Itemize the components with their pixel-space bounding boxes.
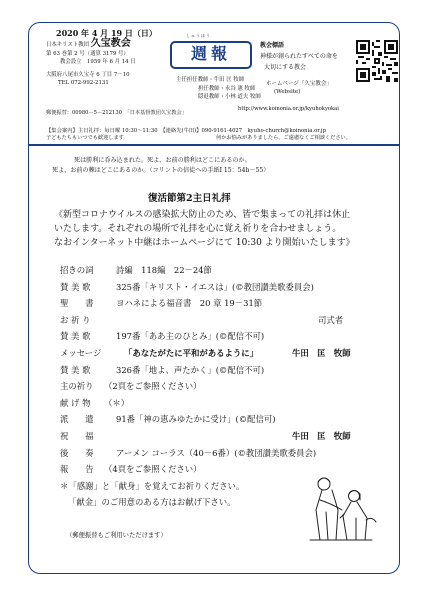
order-label: 後 奏 <box>60 447 94 458</box>
order-label: 聖 書 <box>60 298 94 309</box>
kids-welcome: 子どもたちもいつでも歓迎します <box>46 135 124 141</box>
homepage-label: ホームページ「久宝教会」 <box>266 81 332 87</box>
staff-item: 隠退教師・小林 道夫 牧師 <box>198 94 261 101</box>
order-content: 197番「ああ主のひとみ」(©配信不可) <box>116 331 265 342</box>
order-content: （＊） <box>104 397 130 408</box>
order-item <box>60 413 390 430</box>
order-content: 326番「地よ、声たかく」(©配信不可) <box>116 364 265 375</box>
motto-title: 教会標語 <box>260 42 285 49</box>
shuho-logo: 週報 <box>170 41 252 69</box>
order-item <box>60 330 390 347</box>
staff-item: 主任担任教師・牛田 匡 牧師 <box>176 77 245 83</box>
order-item <box>60 447 390 464</box>
order-label: 祝 福 <box>60 430 94 441</box>
staff-item: 担任教師・永谷 憲 牧師 <box>198 85 256 92</box>
qr-code-icon[interactable] <box>356 40 398 82</box>
order-content: 325番「キリスト・イエスは」(©教団讃美歌委員会) <box>116 281 314 292</box>
order-content: （4頁をご参照ください） <box>104 464 202 475</box>
motto-line: 神様が創られたすべての命を <box>260 53 338 60</box>
order-label: 賛 美 歌 <box>60 364 91 375</box>
order-leader: 司式者 <box>318 314 344 325</box>
founded-date: 教会設立 1959 年 6 月 14 日 <box>60 59 136 66</box>
notice-line: 《新型コロナウイルスの感染拡大防止のため、皆で集まっての礼拝は休止 <box>54 210 351 220</box>
jesus-disciples-illustration-icon <box>296 470 382 550</box>
notice-line: いたします。それぞれの場所で礼拝を心に覚え祈りを合わせましょう。 <box>54 224 342 234</box>
postal-transfer: 郵便振替：00980－5－212130 「日本基督教団久宝教会」 <box>46 110 187 116</box>
issue-number: 第 63 巻第 2 号（通算 3179 号） <box>46 50 129 57</box>
order-label: 賛 美 歌 <box>60 331 91 342</box>
order-content: アーメン コーラス（40－6番）(©教団讃美歌委員会) <box>116 447 317 458</box>
order-item <box>60 281 390 298</box>
order-leader: 牛田 匡 牧師 <box>292 347 351 358</box>
order-item <box>60 297 390 314</box>
order-item <box>60 314 390 331</box>
logo-ruby: しゅうほう <box>186 33 211 38</box>
order-item <box>60 380 390 397</box>
scripture-verse <box>52 156 392 176</box>
order-item <box>60 364 390 381</box>
order-content: （2頁をご参照ください） <box>104 381 202 392</box>
welcome-note <box>46 134 400 141</box>
church-info <box>46 40 136 88</box>
order-content: 詩編 118編 22－24節 <box>116 265 212 275</box>
motto-line: 大切にする教会 <box>264 64 307 71</box>
order-label: 報 告 <box>60 464 94 475</box>
order-label: 主の祈り <box>60 381 94 392</box>
verse-line: 死は勝利に呑み込まれた。死よ、お前の勝利はどこにあるのか。 <box>74 157 251 164</box>
order-item <box>60 347 390 364</box>
order-content: 「あなたがたに平和があるように」 <box>124 347 258 358</box>
staff-list <box>176 76 261 102</box>
order-item <box>60 264 390 281</box>
notice-line: なおインターネット中継はホームページにて 10:30 より開始いたします》 <box>54 238 355 248</box>
order-label: 賛 美 歌 <box>60 281 91 292</box>
order-label: お 祈 り <box>60 314 91 325</box>
church-name: 久宝教会 <box>90 38 131 49</box>
offering-note: 「献金」のご用意のある方はお献げ下さい。 <box>68 497 236 508</box>
order-content: 91番「神の恵みゆたかに受け」(©配信可) <box>116 414 276 425</box>
verse-line: 死よ、お前の棘はどこにあるのか。（コリントの信徒への手紙Ⅰ 15：54b－55） <box>52 167 270 174</box>
order-content: ヨハネによる福音書 20 章 19－31節 <box>116 298 263 309</box>
homepage-info <box>266 80 332 96</box>
order-label: 派 遣 <box>60 414 94 425</box>
order-label: メッセージ <box>60 347 102 358</box>
service-title: 復活節第2主日礼拝 <box>148 193 231 204</box>
church-motto <box>260 40 338 73</box>
order-item <box>60 430 390 447</box>
denomination: 日本キリスト教団 <box>46 42 90 48</box>
consultation-note: 何かお悩みがありましたら、ご遠慮なくご相談ください。 <box>216 135 351 141</box>
church-tel: TEL 072-992-2131 <box>58 80 109 87</box>
homepage-url[interactable]: http://www.koinonia.or.jp/kyuhokyokai <box>238 106 339 112</box>
church-address: 大阪府八尾市久宝寺 6 丁目 7－10 <box>46 71 130 78</box>
homepage-sub: (Website) <box>274 89 301 95</box>
assembly-info: 【集会案内】主日礼拝：毎日曜 10:30～11:30 【連絡先(牛田)】090-9161-4027 kyuho-church@koinonia.or.jp <box>46 128 326 134</box>
covid-notice <box>54 208 390 250</box>
header-divider <box>28 144 400 146</box>
order-leader: 牛田 匡 牧師 <box>292 430 351 441</box>
bulletin-date: 2020 年 4 月 19 日（日） <box>56 28 157 38</box>
order-label: 招きの詞 <box>60 265 94 275</box>
offering-note: ＊「感謝」と「献身」を覚えてお祈りください。 <box>60 480 245 491</box>
order-label: 献 げ 物 <box>60 397 91 408</box>
order-item <box>60 397 390 414</box>
postal-footnote: （郵便振替もご利用いただけます） <box>66 532 167 539</box>
